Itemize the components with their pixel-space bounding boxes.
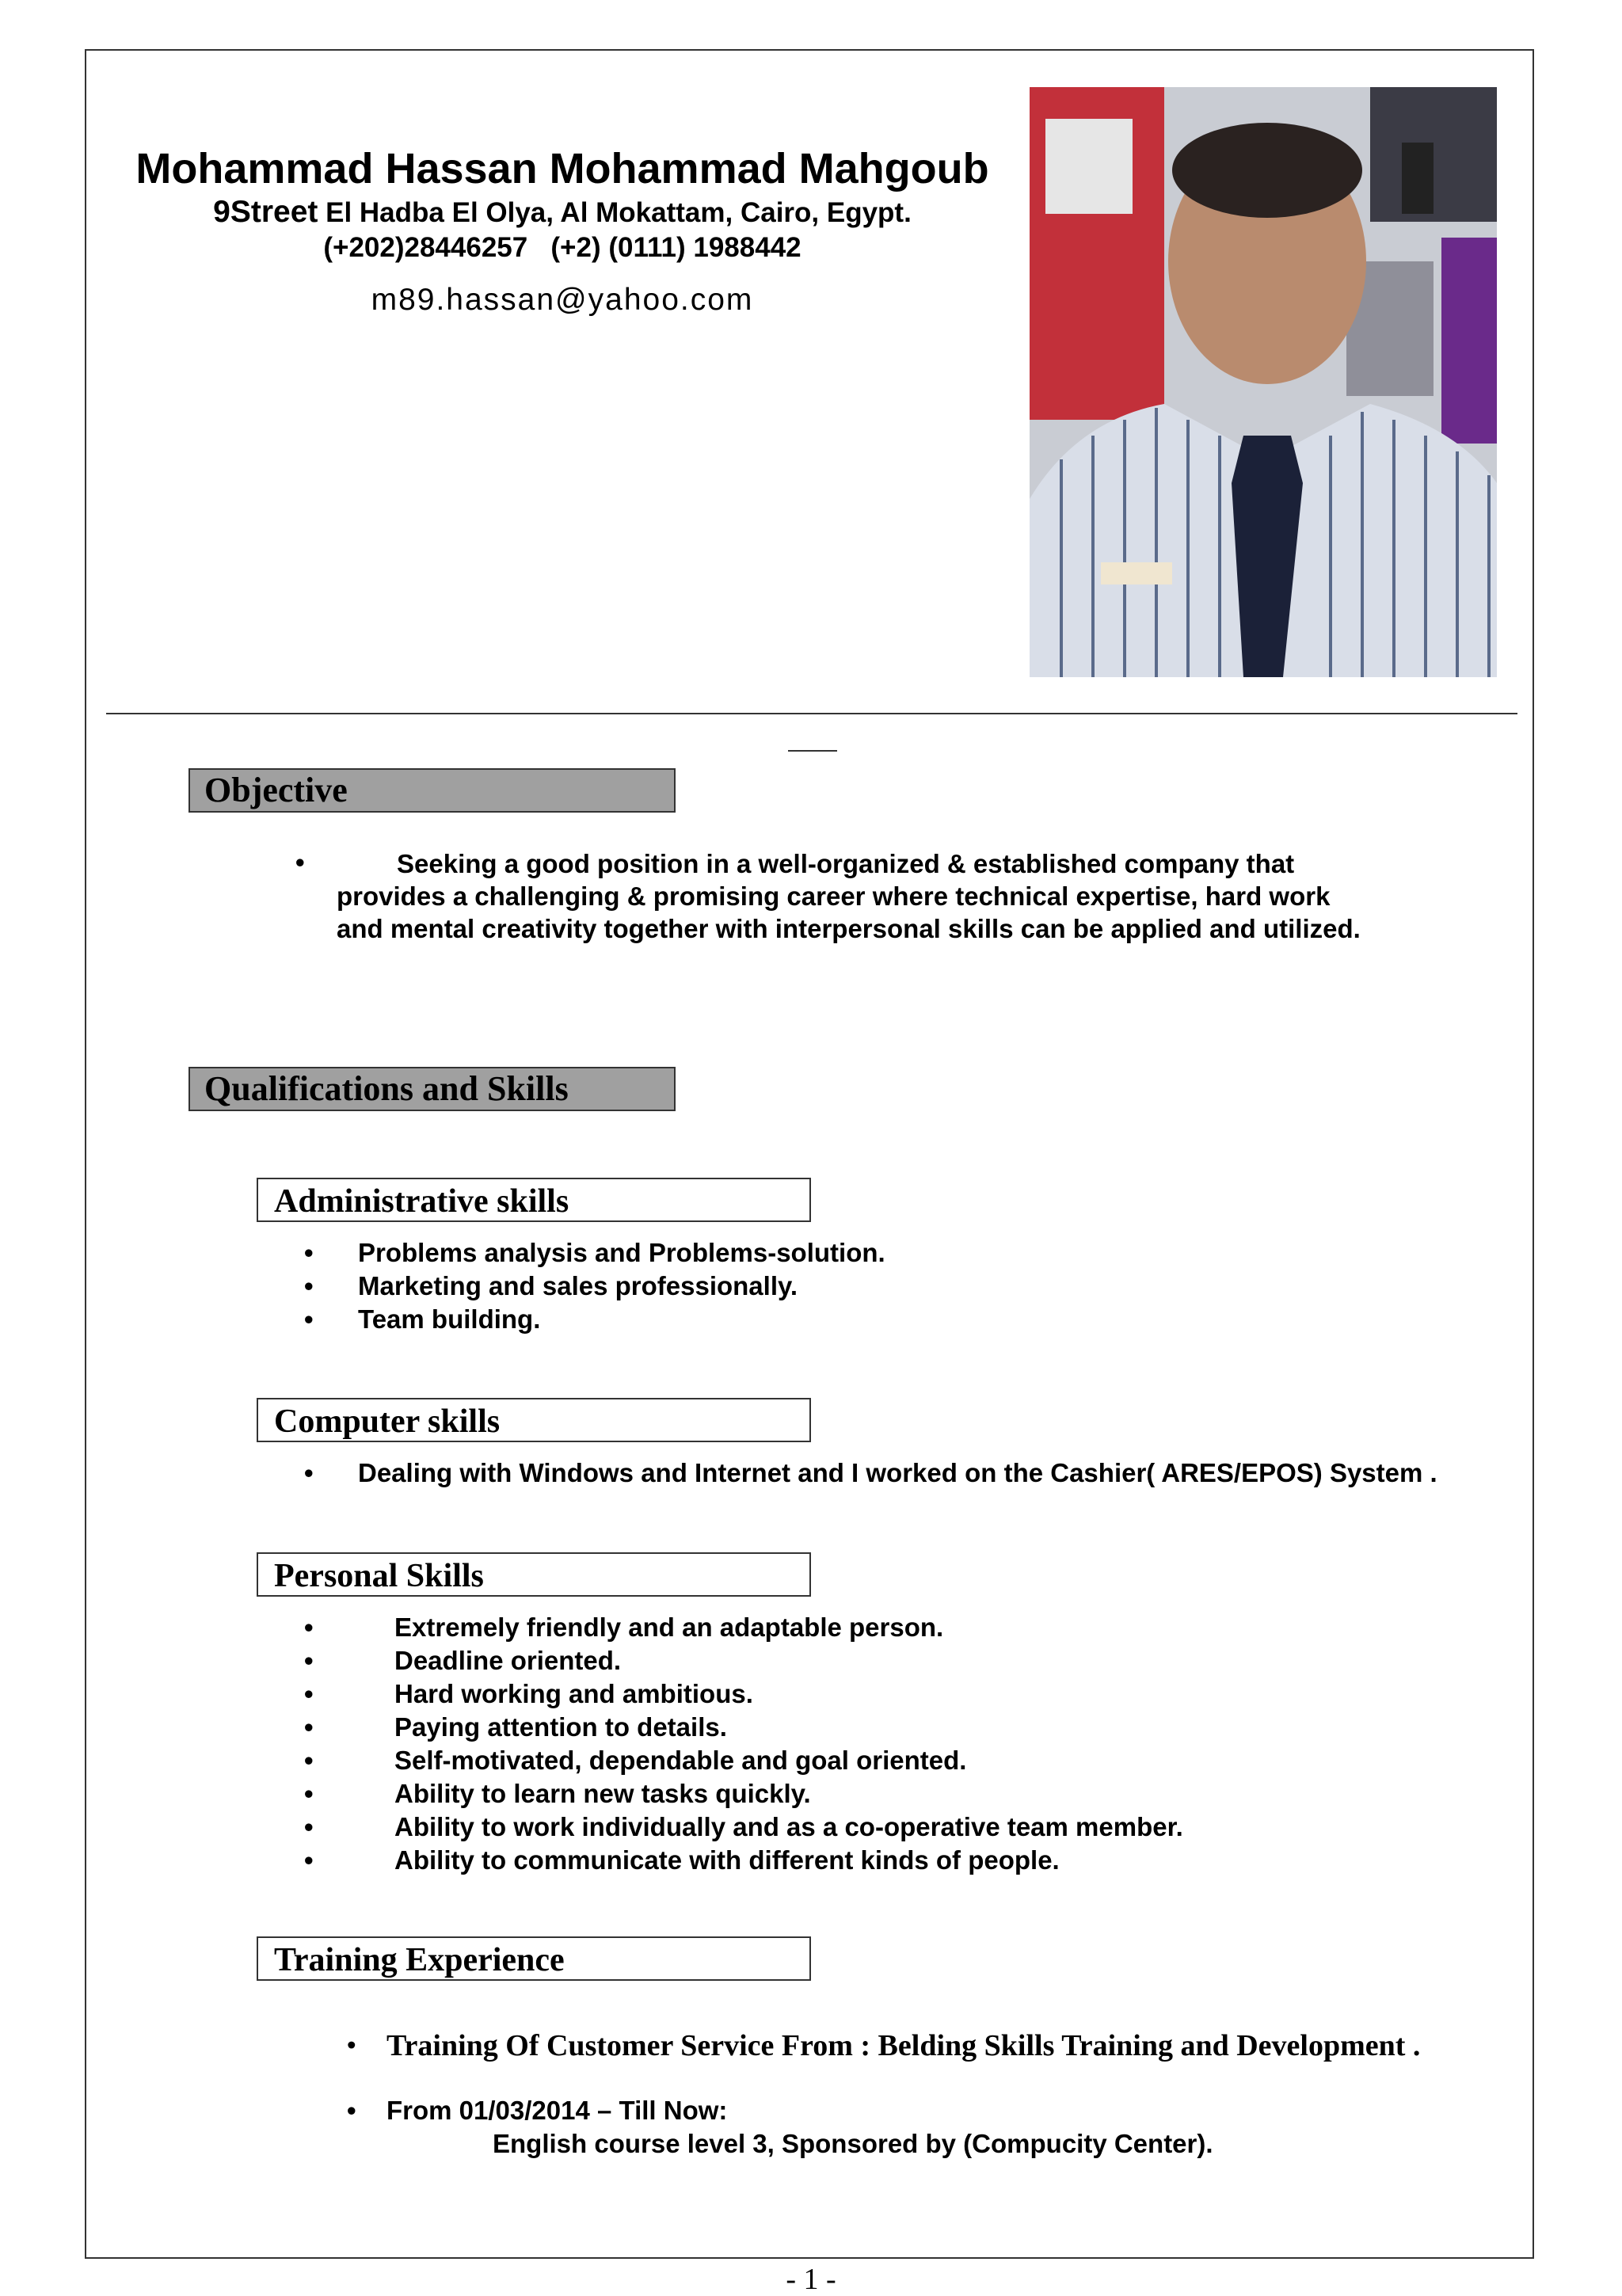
phone-numbers: (+202)28446257 (+2) (0111) 1988442 (323, 232, 801, 263)
address-street-number: 9Street (213, 195, 318, 229)
computer-skills-list (304, 1456, 1437, 1490)
section-title-training: Training Experience (257, 1936, 811, 1981)
bullet: • (304, 1812, 314, 1841)
section-title-objective: Objective (188, 768, 676, 813)
bullet: • (304, 1646, 314, 1675)
address-rest: El Hadba El Olya, Al Mokattam, Cairo, Egypt. (318, 197, 912, 228)
page-number: - 1 - (786, 2263, 836, 2296)
short-divider (788, 750, 837, 752)
list-item: • Training Of Customer Service From : Belding Skills Training and Development . (347, 2029, 1421, 2062)
list-item: • Ability to communicate with different kinds of people. (394, 1844, 1183, 1877)
profile-photo (1030, 87, 1497, 677)
bullet: • (304, 1679, 314, 1708)
address (111, 195, 1014, 230)
bullet: • (304, 1779, 314, 1808)
list-item: • From 01/03/2014 – Till Now: (386, 2094, 1213, 2127)
list-item: • Self-motivated, dependable and goal oriented. (394, 1744, 1183, 1777)
list-item: • Paying attention to details. (394, 1711, 1183, 1744)
list-item: • Hard working and ambitious. (394, 1677, 1183, 1711)
bullet: • (304, 1712, 314, 1742)
administrative-skills-list (304, 1236, 885, 1336)
list-item: • Ability to learn new tasks quickly. (394, 1777, 1183, 1811)
list-item: • Ability to work individually and as a co-operative team member. (394, 1811, 1183, 1844)
subsection-title-personal: Personal Skills (257, 1552, 811, 1597)
bullet: • (304, 1238, 314, 1267)
training-list-course (347, 2094, 1213, 2161)
profile-photo-illustration (1030, 87, 1497, 677)
objective-text: Seeking a good position in a well-organized & established company that provides a challenging & promising career where technical expertise, hard work and mental creativity together with interpersonal skills can be applied and utilized. (337, 849, 1361, 943)
contact-header (111, 143, 1014, 319)
bullet: • (304, 1845, 314, 1875)
list-item: • Marketing and sales professionally. (358, 1270, 885, 1303)
training-list (347, 2028, 1421, 2064)
bullet: • (304, 1746, 314, 1775)
bullet: • (304, 1613, 314, 1642)
subsection-title-computer: Computer skills (257, 1398, 811, 1442)
list-item-continuation: English course level 3, Sponsored by (Compucity Center). (493, 2129, 1213, 2158)
section-title-qualifications: Qualifications and Skills (188, 1067, 676, 1111)
list-item: • Team building. (358, 1303, 885, 1336)
bullet: • (347, 2096, 356, 2125)
subsection-title-administrative: Administrative skills (257, 1178, 811, 1222)
bullet: • (304, 1271, 314, 1300)
header-divider (106, 713, 1517, 714)
objective-bullet: • (295, 847, 305, 877)
candidate-name: Mohammad Hassan Mohammad Mahgoub (135, 145, 989, 192)
personal-skills-list (304, 1611, 1183, 1877)
bullet: • (304, 1304, 314, 1334)
list-item: • Deadline oriented. (394, 1644, 1183, 1677)
list-item: • Dealing with Windows and Internet and I worked on the Cashier( ARES/EPOS) System . (358, 1456, 1437, 1490)
list-item: • Problems analysis and Problems-solution. (358, 1236, 885, 1270)
bullet: • (347, 2031, 356, 2060)
bullet: • (304, 1458, 314, 1487)
list-item: • Extremely friendly and an adaptable person. (394, 1611, 1183, 1644)
email-address: m89.hassan@yahoo.com (371, 283, 754, 317)
